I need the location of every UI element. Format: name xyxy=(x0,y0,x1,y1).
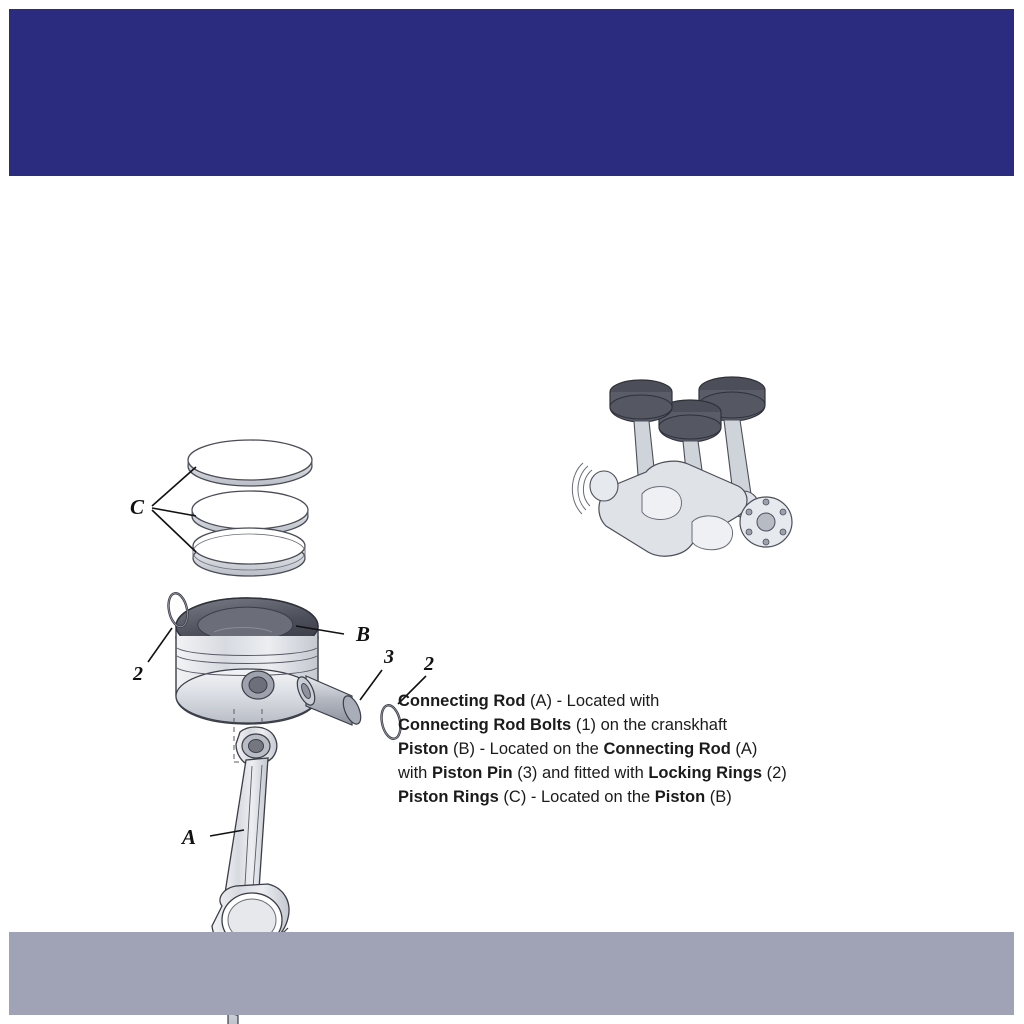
callout-label-C: C xyxy=(130,495,145,519)
exploded-view-diagram xyxy=(0,176,1024,932)
caption-term-piston-rings: Piston Rings xyxy=(398,788,499,806)
footer-band xyxy=(9,932,1014,1015)
caption-term-locking-rings: Locking Rings xyxy=(648,764,763,782)
caption-text-4b: (3) and fitted with xyxy=(512,764,649,782)
piston-ring-1 xyxy=(188,440,312,486)
callout-label-2-right: 2 xyxy=(424,653,434,675)
caption-text-5b: (B) xyxy=(705,788,732,806)
callout-label-A: A xyxy=(182,825,197,849)
inset-crankshaft xyxy=(572,461,792,556)
caption-text-1: (A) - Located with xyxy=(525,692,660,710)
connecting-rod xyxy=(180,727,305,952)
caption-line-4 xyxy=(398,761,868,785)
caption-text-4a: with xyxy=(398,764,432,782)
caption-line-2 xyxy=(398,713,868,737)
piston-ring-3 xyxy=(193,528,305,576)
caption-term-connecting-rod: Connecting Rod xyxy=(398,692,526,710)
caption-term-connecting-rod-bolts: Connecting Rod Bolts xyxy=(398,716,572,734)
caption-text-5a: (C) - Located on the xyxy=(498,788,655,806)
caption-text-4c: (2) xyxy=(762,764,787,782)
callout-label-B: B xyxy=(356,622,371,646)
callout-label-2-left: 2 xyxy=(133,663,143,685)
caption-line-3 xyxy=(398,737,868,761)
piston-rings-group xyxy=(130,440,312,576)
header-band xyxy=(9,9,1014,176)
caption-term-connecting-rod-2: Connecting Rod xyxy=(603,740,731,758)
callout-label-3: 3 xyxy=(384,646,394,668)
caption-text-3b: (A) xyxy=(730,740,758,758)
diagram-canvas xyxy=(0,176,1024,932)
caption-text-2: (1) on the cranskhaft xyxy=(571,716,728,734)
caption-line-1 xyxy=(398,689,868,713)
caption-line-5 xyxy=(398,785,868,809)
caption-term-piston-2: Piston xyxy=(654,788,706,806)
caption-block xyxy=(398,689,868,809)
caption-text-3a: (B) - Located on the xyxy=(448,740,604,758)
crankshaft-assembly-inset xyxy=(572,377,792,556)
caption-term-piston: Piston xyxy=(398,740,449,758)
caption-term-piston-pin: Piston Pin xyxy=(431,764,513,782)
